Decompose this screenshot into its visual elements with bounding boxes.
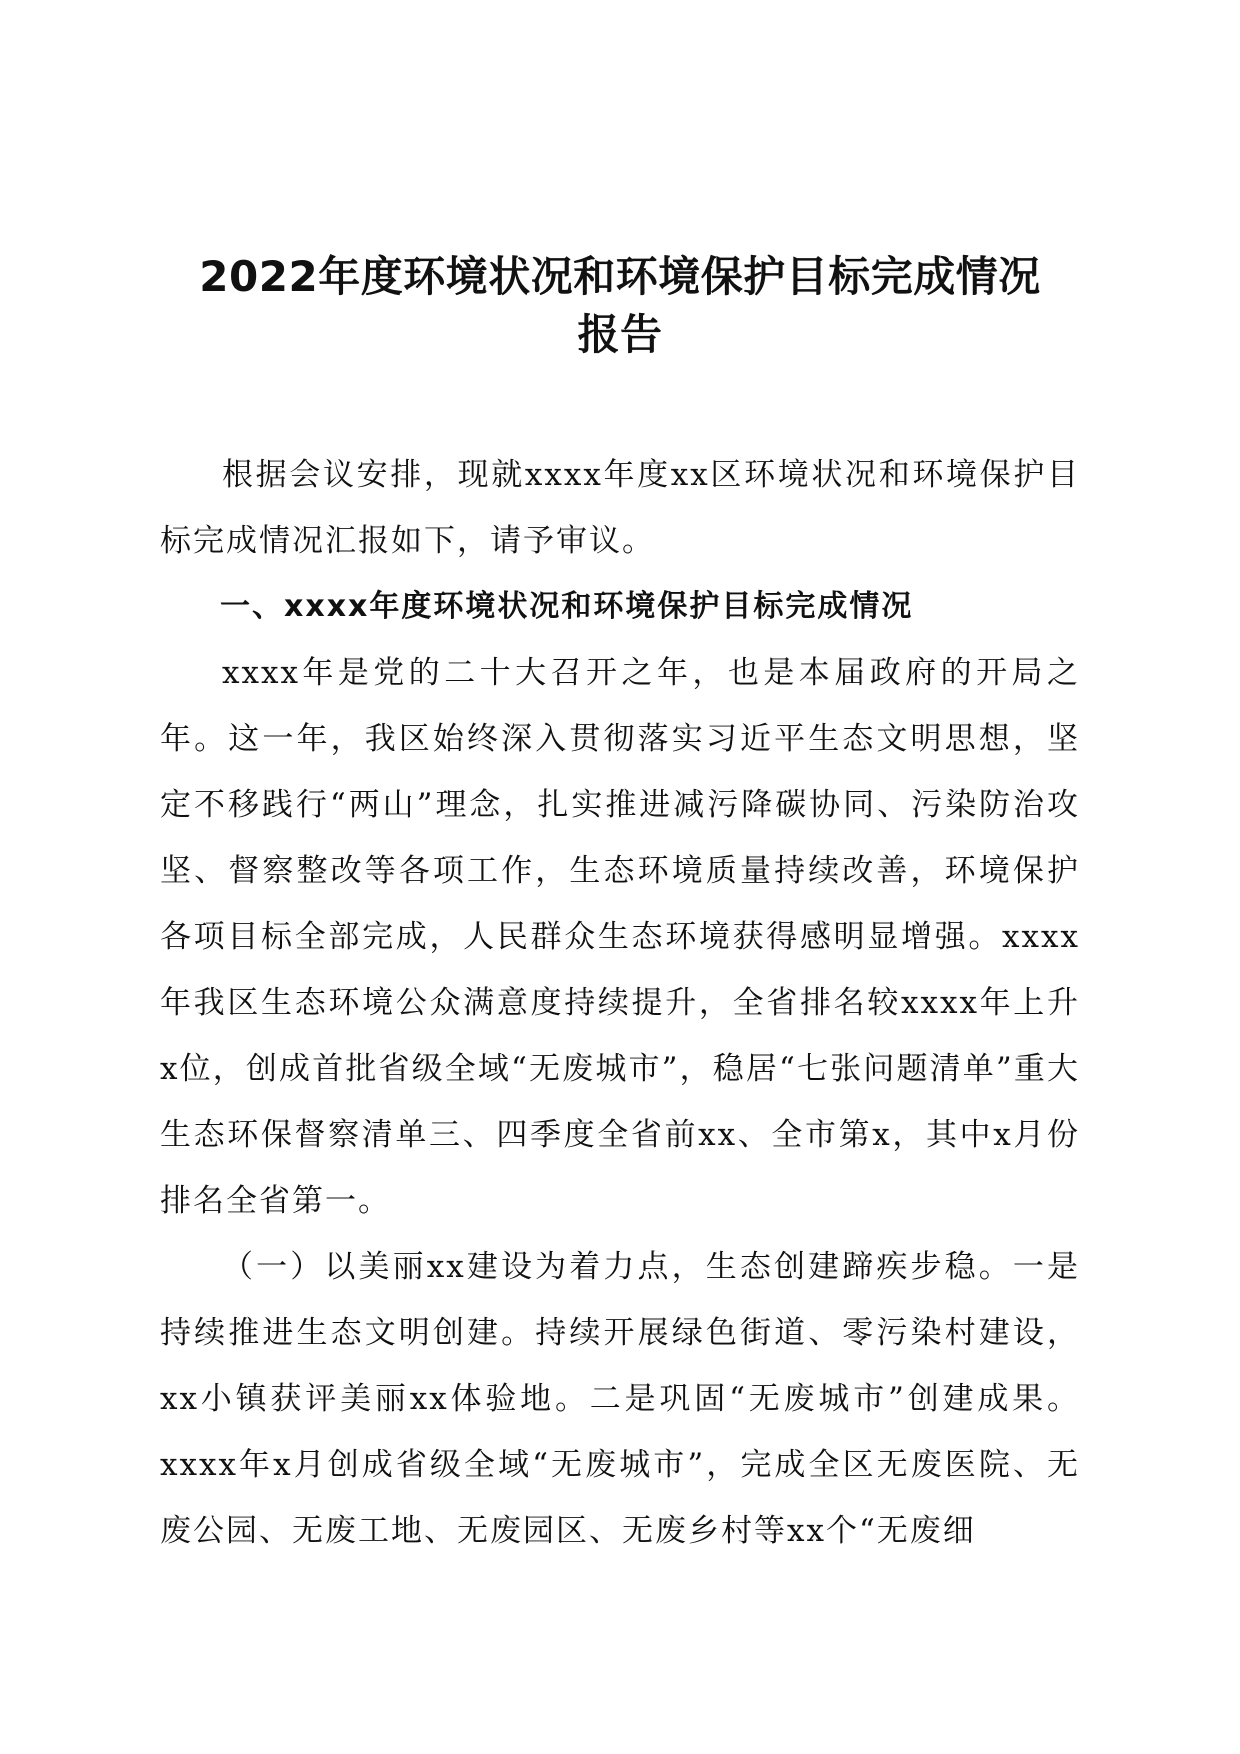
document-title (140, 248, 1100, 364)
document-body (160, 442, 1080, 1564)
intro-paragraph: 根据会议安排，现就xxxx年度xx区环境状况和环境保护目标完成情况汇报如下，请予审议。 (160, 457, 1080, 559)
section-1-heading: 一、xxxx年度环境状况和环境保护目标完成情况 (220, 589, 914, 624)
subsection-1-paragraph: （一）以美丽xx建设为着力点，生态创建蹄疾步稳。一是持续推进生态文明创建。持续开展绿色街道、零污染村建设，xx小镇获评美丽xx体验地。二是巩固“无废城市”创建成果。xxxx年x月创成省级全域“无废城市”，完成全区无废医院、无废公园、无废工地、无废园区、无废乡村等xx个“无废细 (160, 1249, 1080, 1549)
document-title-line-1: 2022年度环境状况和环境保护目标完成情况 (199, 252, 1041, 301)
document-title-line-2: 报告 (577, 310, 663, 359)
section-1-paragraph: xxxx年是党的二十大召开之年，也是本届政府的开局之年。这一年，我区始终深入贯彻落实习近平生态文明思想，坚定不移践行“两山”理念，扎实推进减污降碳协同、污染防治攻坚、督察整改等各项工作，生态环境质量持续改善，环境保护各项目标全部完成，人民群众生态环境获得感明显增强。xxxx年我区生态环境公众满意度持续提升，全省排名较xxxx年上升x位，创成首批省级全域“无废城市”，稳居“七张问题清单”重大生态环保督察清单三、四季度全省前xx、全市第x，其中x月份排名全省第一。 (160, 655, 1080, 1219)
